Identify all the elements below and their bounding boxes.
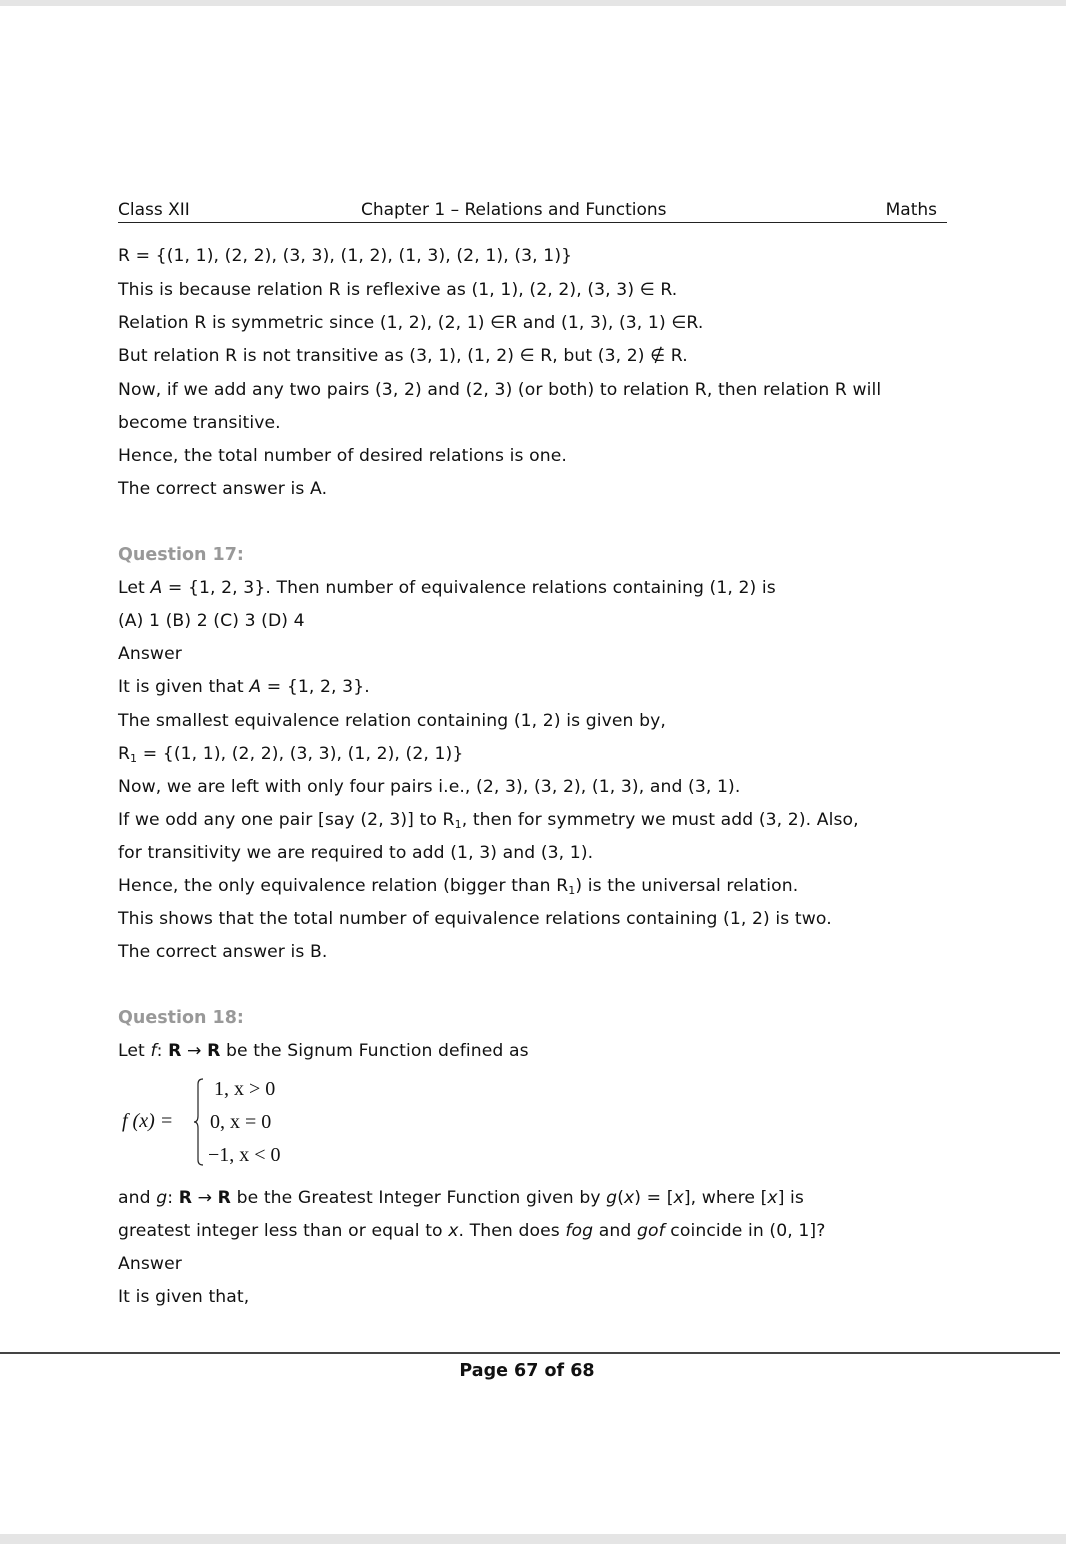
header-subject: Maths bbox=[885, 200, 937, 220]
q17-options: (A) 1 (B) 2 (C) 3 (D) 4 bbox=[118, 611, 305, 631]
q18-question: greatest integer less than or equal to x. Then does fog and gof coincide in (0, 1]? bbox=[118, 1221, 826, 1241]
case-positive: 1, x > 0 bbox=[214, 1078, 276, 1100]
q17-given: It is given that A = {1, 2, 3}. bbox=[118, 677, 370, 697]
viewer-bottom-bar bbox=[0, 1534, 1066, 1544]
q16-symmetric: Relation R is symmetric since (1, 2), (2, 1) ∈R and (1, 3), (3, 1) ∈R. bbox=[118, 313, 704, 333]
case-zero: 0, x = 0 bbox=[210, 1111, 272, 1133]
page-header bbox=[118, 200, 947, 223]
page-number: Page 67 of 68 bbox=[459, 1361, 595, 1381]
question-18-heading: Question 18: bbox=[118, 1008, 244, 1028]
q16-reflexive: This is because relation R is reflexive as (1, 1), (2, 2), (3, 3) ∈ R. bbox=[118, 280, 678, 300]
q17-r1: $R_1 = \{(1$, 1), (2, 2), (3, 3), (1, 2), (2, 1)} bbox=[118, 744, 464, 765]
q17-answer-label: Answer bbox=[118, 644, 182, 664]
q17-shows: This shows that the total number of equivalence relations containing (1, 2) is two. bbox=[118, 909, 832, 929]
case-negative: −1, x < 0 bbox=[208, 1144, 281, 1166]
q16-become-transitive: become transitive. bbox=[118, 413, 281, 433]
q16-relation-r: R = {(1, 1), (2, 2), (3, 3), (1, 2), (1, 3), (2, 1), (3, 1)} bbox=[118, 246, 573, 266]
q16-total: Hence, the total number of desired relations is one. bbox=[118, 446, 567, 466]
q18-given: It is given that, bbox=[118, 1287, 250, 1307]
q17-correct-answer: The correct answer is B. bbox=[118, 942, 328, 962]
q16-not-transitive: But relation R is not transitive as (3, 1), (1, 2) ∈ R, but (3, 2) ∉ R. bbox=[118, 346, 688, 366]
formula-lhs: f (x) = bbox=[122, 1110, 174, 1132]
question-17-heading: Question 17: bbox=[118, 545, 244, 565]
q17-question: Let A = {1, 2, 3}. Then number of equivalence relations containing (1, 2) is bbox=[118, 578, 776, 598]
viewer-top-bar bbox=[0, 0, 1066, 6]
q17-universal: Hence, the only equivalence relation (bigger than $R_1$) is the universal relation. bbox=[118, 876, 799, 897]
q18-g-definition: and g: R → R be the Greatest Integer Function given by g(x) = [x], where [x] is bbox=[118, 1188, 804, 1208]
q16-correct-answer: The correct answer is A. bbox=[118, 479, 328, 499]
q18-intro: Let f: R → R be the Signum Function defined as bbox=[118, 1041, 529, 1061]
q17-transitivity: for transitivity we are required to add (1, 3) and (3, 1). bbox=[118, 843, 594, 863]
q16-add-pairs: Now, if we add any two pairs (3, 2) and (2, 3) (or both) to relation R, then relation R will bbox=[118, 380, 882, 400]
q17-smallest: The smallest equivalence relation containing (1, 2) is given by, bbox=[118, 711, 666, 731]
q17-left-pairs: Now, we are left with only four pairs i.e., (2, 3), (3, 2), (1, 3), and (3, 1). bbox=[118, 777, 741, 797]
footer-divider bbox=[0, 1352, 1060, 1354]
q17-odd-pair: If we odd any one pair [say (2, 3)] to $R_1$, then for symmetry we must add (3, 2). Also, bbox=[118, 810, 859, 831]
left-brace-icon bbox=[194, 1078, 204, 1166]
header-chapter: Chapter 1 – Relations and Functions bbox=[361, 200, 667, 220]
header-class: Class XII bbox=[118, 200, 190, 220]
q18-answer-label: Answer bbox=[118, 1254, 182, 1274]
